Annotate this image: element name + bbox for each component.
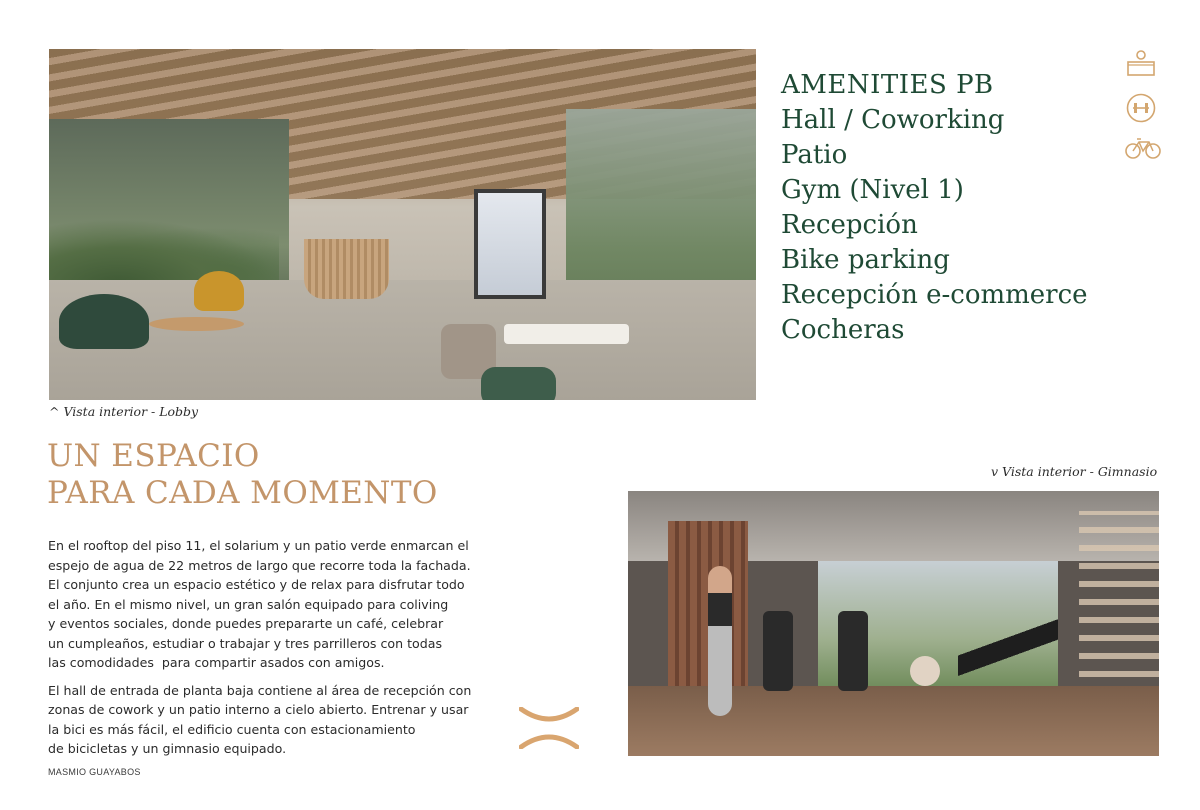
text-line: espejo de agua de 22 metros de largo que recorre toda la fachada. — [48, 557, 471, 573]
body-text — [48, 536, 488, 759]
text-line: El hall de entrada de planta baja contiene al área de recepción con — [48, 682, 472, 698]
green-pouf — [481, 367, 556, 400]
amenity-item: Cocheras — [781, 315, 905, 345]
amenity-item: Recepción e-commerce — [781, 280, 1088, 310]
text-line: la bici es más fácil, el edificio cuenta con estacionamiento — [48, 721, 416, 737]
yellow-lounge-chair — [194, 271, 244, 311]
reception-icon — [1126, 48, 1156, 78]
person-running — [708, 566, 732, 716]
text-line: En el rooftop del piso 11, el solarium y un patio verde enmarcan el — [48, 538, 469, 553]
text-line: el año. En el mismo nivel, un gran salón equipado para coliving — [48, 596, 449, 612]
bicycle-icon — [1125, 136, 1161, 160]
text-line: las comodidades para compartir asados con amigos. — [48, 655, 385, 670]
exercise-bike — [838, 611, 868, 691]
amenities-title: AMENITIES PB — [781, 70, 994, 100]
gym-interior-render — [628, 491, 1159, 756]
treadmill — [958, 601, 1058, 701]
amenities-list — [781, 68, 1121, 348]
coffee-table — [149, 317, 244, 331]
green-lounge-chair — [59, 294, 149, 349]
paragraph-rooftop — [48, 536, 488, 673]
text-line: un cumpleaños, estudiar o trabajar y tres parrilleros con todas — [48, 635, 443, 651]
amenity-item: Hall / Coworking — [781, 105, 1005, 135]
reception-desk — [304, 239, 389, 299]
headline-line: PARA CADA MOMENTO — [47, 475, 438, 511]
amenity-item: Recepción — [781, 210, 918, 240]
text-line: El conjunto crea un espacio estético y de relax para disfrutar todo — [48, 577, 465, 592]
lobby-interior-render — [49, 49, 756, 400]
text-line: zonas de cowork y un patio interno a cielo abierto. Entrenar y usar — [48, 702, 469, 717]
amenity-item: Patio — [781, 140, 848, 170]
amenity-item: Gym (Nivel 1) — [781, 175, 964, 205]
text-line: de bicicletas y un gimnasio equipado. — [48, 741, 287, 756]
cowork-table — [504, 324, 629, 344]
brand-x-logo — [519, 707, 579, 749]
gym-caption: v Vista interior - Gimnasio — [991, 464, 1158, 479]
entrance-door — [474, 189, 546, 299]
terrazzo-floor — [49, 280, 756, 400]
dumbbell-icon — [1126, 93, 1156, 123]
exercise-bike — [763, 611, 793, 691]
section-headline — [47, 438, 438, 512]
exercise-ball — [910, 656, 940, 686]
headline-line: UN ESPACIO — [47, 438, 260, 474]
paragraph-hall — [48, 681, 488, 759]
footer-brand: MASMIO GUAYABOS — [48, 767, 141, 777]
text-line: y eventos sociales, donde puedes prepararte un café, celebrar — [48, 616, 444, 631]
amenity-item: Bike parking — [781, 245, 950, 275]
lobby-caption: ^ Vista interior - Lobby — [49, 404, 199, 419]
